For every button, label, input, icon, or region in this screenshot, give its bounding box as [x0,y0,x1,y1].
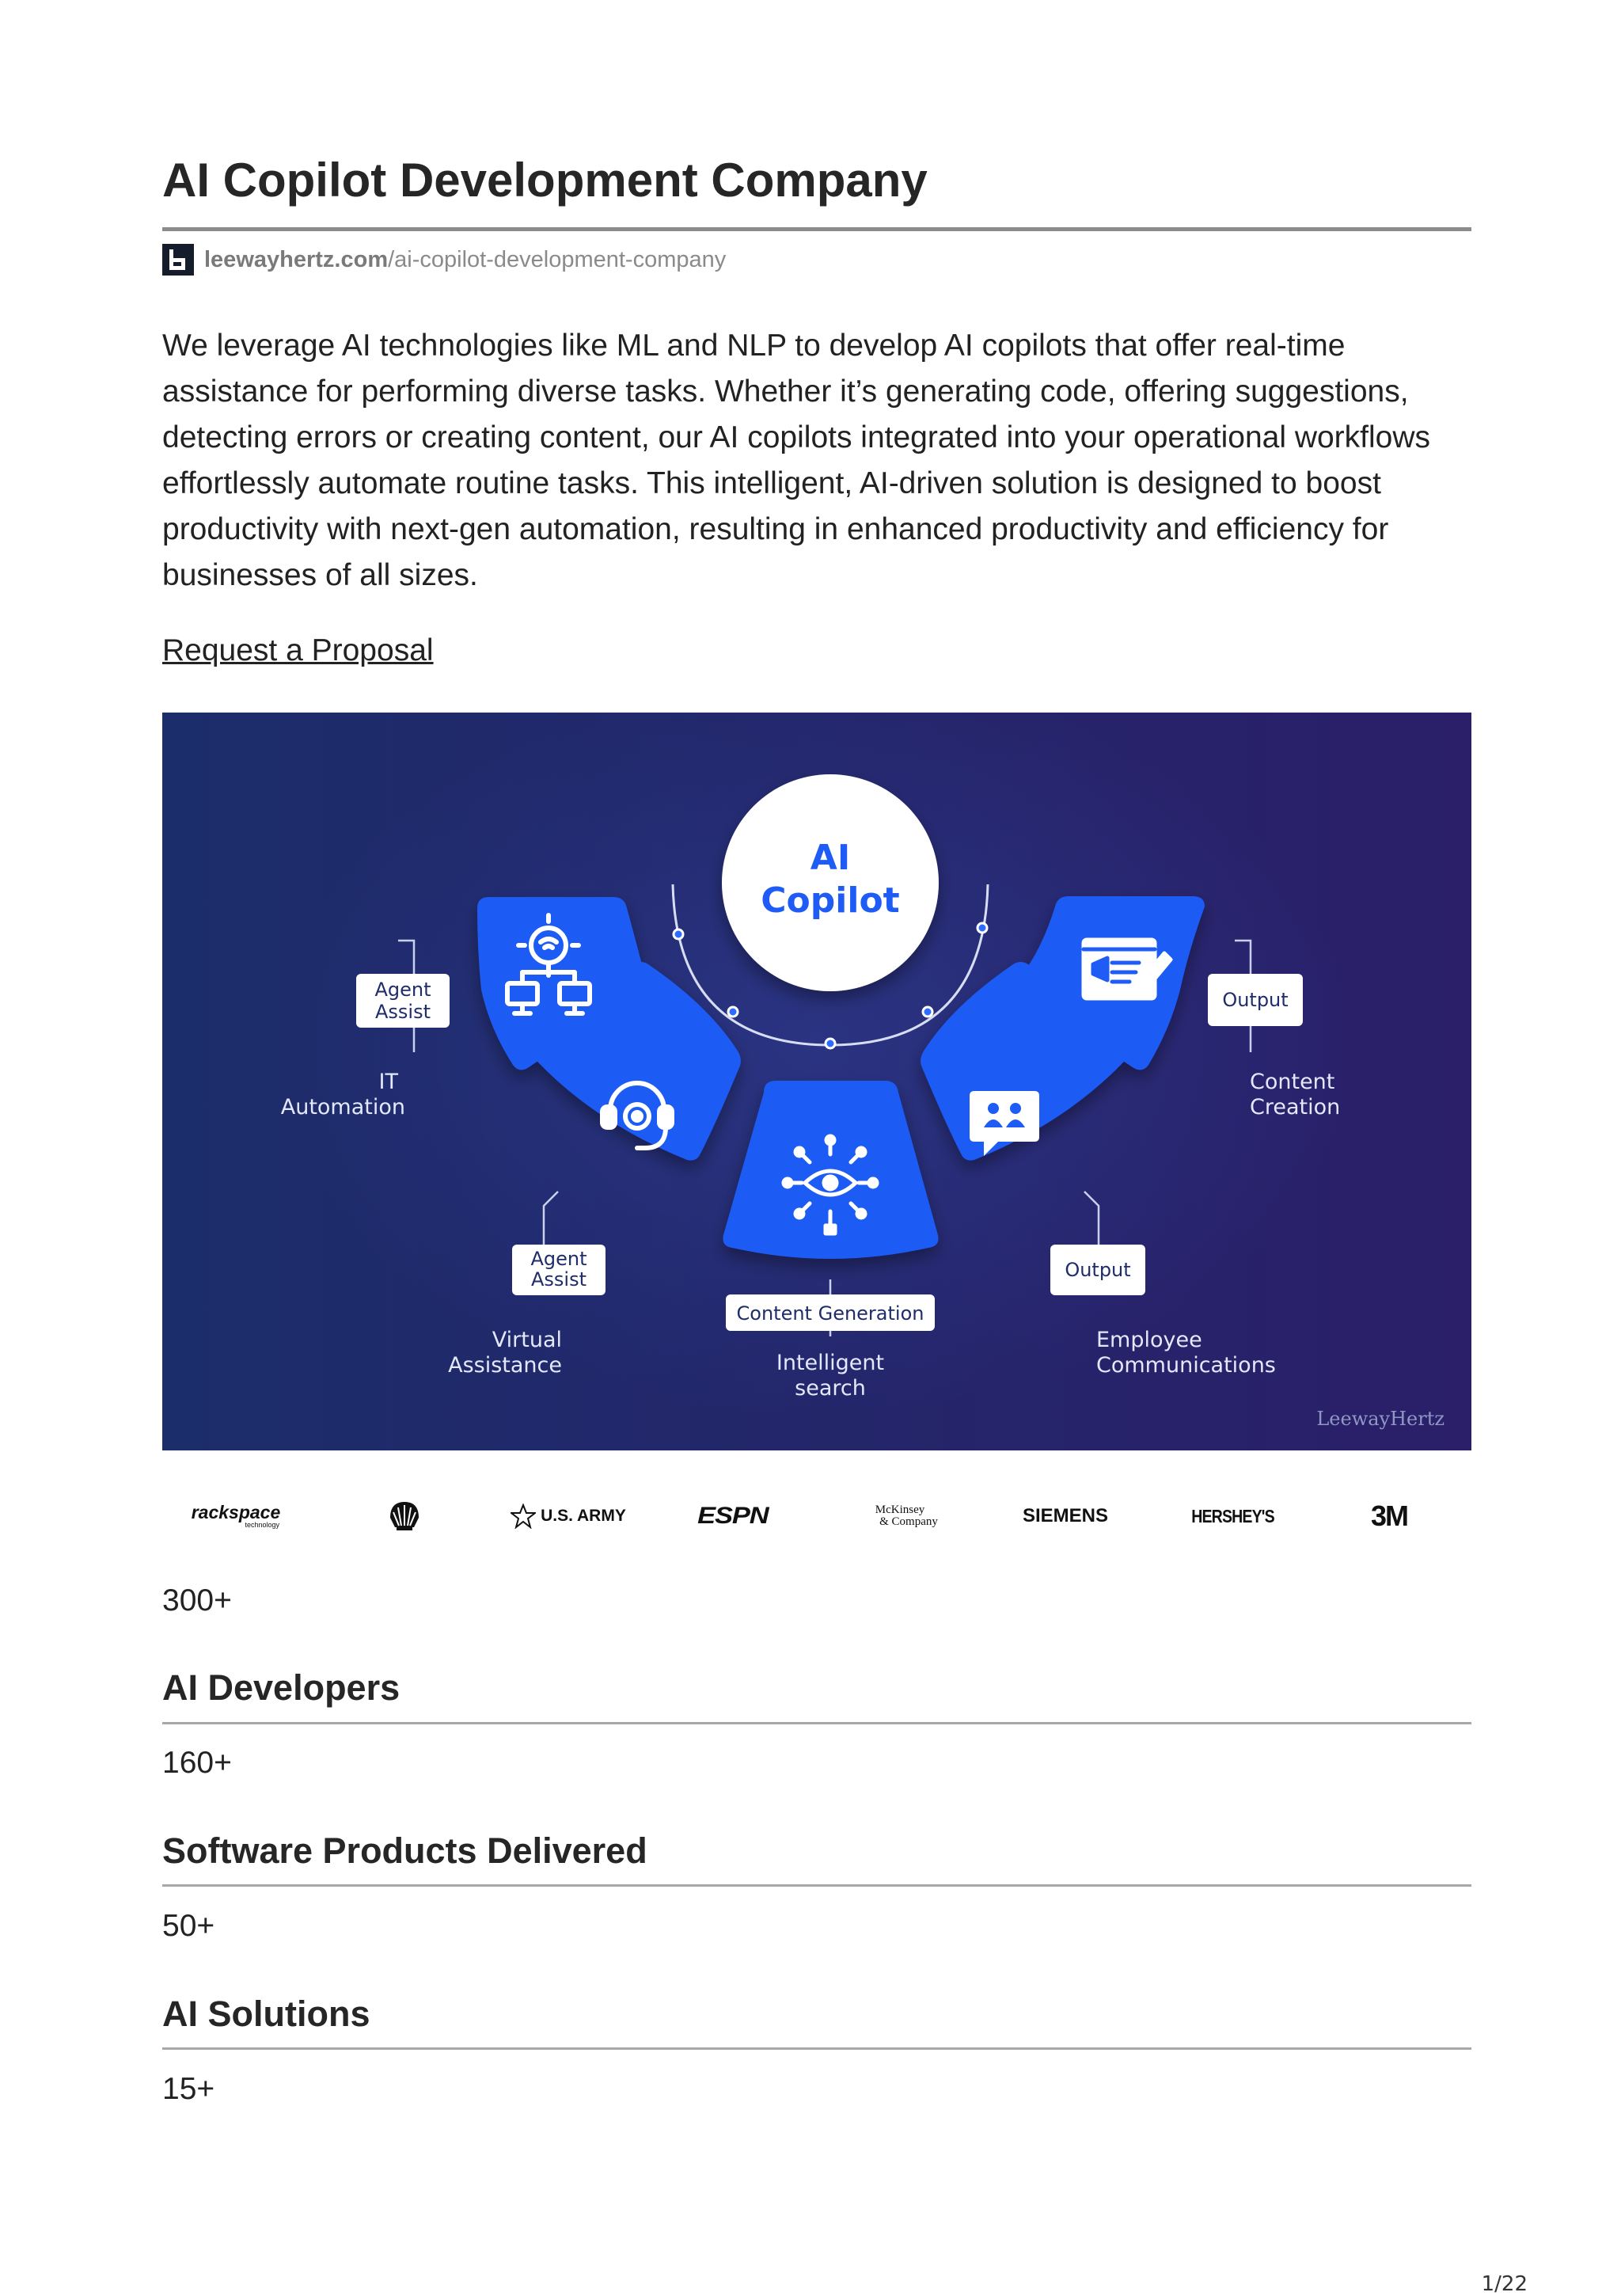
tag-output-1-text: Output [1222,989,1289,1011]
label-content-creation-line2: Creation [1250,1095,1341,1119]
tag-agent-assist-1-line1: Agent [374,979,431,1001]
page-title: AI Copilot Development Company [162,154,928,207]
stat-value: 50+ [162,1909,215,1943]
label-virtual-assistance-line2: Assistance [448,1353,562,1378]
orbit-dot [674,929,683,939]
label-content-creation-line1: Content [1250,1070,1335,1094]
logo-hersheys: HERSHEY'S [1191,1505,1275,1526]
source-path: /ai-copilot-development-company [388,246,727,272]
logo-3m: 3M [1370,1500,1407,1532]
logo-mckinsey: McKinsey & Company [875,1503,938,1528]
tag-agent-assist-1-line2: Assist [374,1001,431,1023]
logo-siemens: SIEMENS [1022,1505,1109,1526]
label-it-automation-line2: Automation [280,1095,405,1119]
tag-agent-assist-2-line1: Agent [530,1248,587,1270]
site-favicon-icon [162,244,194,276]
logo-us-army: U.S. ARMY [509,1492,628,1540]
logo-shell [381,1492,428,1540]
source-link[interactable] [162,243,726,276]
title-divider [162,227,1471,231]
client-logos [162,1492,1471,1540]
tag-agent-assist-2-line2: Assist [530,1268,587,1291]
request-proposal-link[interactable]: Request a Proposal [162,633,434,667]
logo-rackspace: rackspace technology [191,1502,281,1529]
stat-value: 160+ [162,1746,232,1780]
star-icon [511,1503,536,1529]
orbit-dot [978,923,987,933]
stat-label: AI Developers [162,1667,401,1708]
page-number: 1/22 [1481,2272,1528,2296]
ai-eye-icon [784,1136,877,1234]
logo-espn: ESPN [697,1503,769,1529]
shell-icon [387,1500,422,1532]
orbit-dot [923,1007,932,1017]
label-it-automation-line1: IT [378,1070,398,1094]
stat-label: AI Solutions [162,1994,370,2034]
ai-copilot-diagram [162,713,1471,1450]
stat-divider [162,1884,1471,1887]
orbit-dot [728,1007,738,1017]
label-virtual-assistance-line1: Virtual [492,1328,562,1352]
label-employee-communications-line1: Employee [1096,1328,1202,1352]
tag-content-generation-text: Content Generation [736,1302,924,1325]
center-title-copilot: Copilot [761,880,900,921]
diagram-watermark: LeewayHertz [1316,1408,1444,1430]
stat-divider [162,1722,1471,1724]
center-title-ai: AI [810,838,851,878]
intro-paragraph: We leverage AI technologies like ML and NLP to develop AI copilots that offer real-time assistance for performing diverse tasks. Whether it’s generating code, offering suggestions, detecting errors or creating content, our AI copilots integrated into your operational workflows effortlessly automate routine tasks. This intelligent, AI-driven solution is designed to boost productivity with next-gen automation, resulting in enhanced productivity and efficiency for businesses of all sizes. [162,329,1431,592]
label-employee-communications-line2: Communications [1096,1353,1276,1378]
tag-output-2-text: Output [1065,1259,1131,1281]
stat-value: 15+ [162,2072,215,2106]
label-intelligent-search-line1: Intelligent [776,1351,885,1375]
source-domain: leewayhertz.com [204,246,389,272]
orbit-dot [826,1039,835,1048]
stat-divider [162,2047,1471,2050]
stat-value: 300+ [162,1583,232,1617]
label-intelligent-search-line2: search [795,1376,866,1401]
stat-label: Software Products Delivered [162,1830,647,1871]
